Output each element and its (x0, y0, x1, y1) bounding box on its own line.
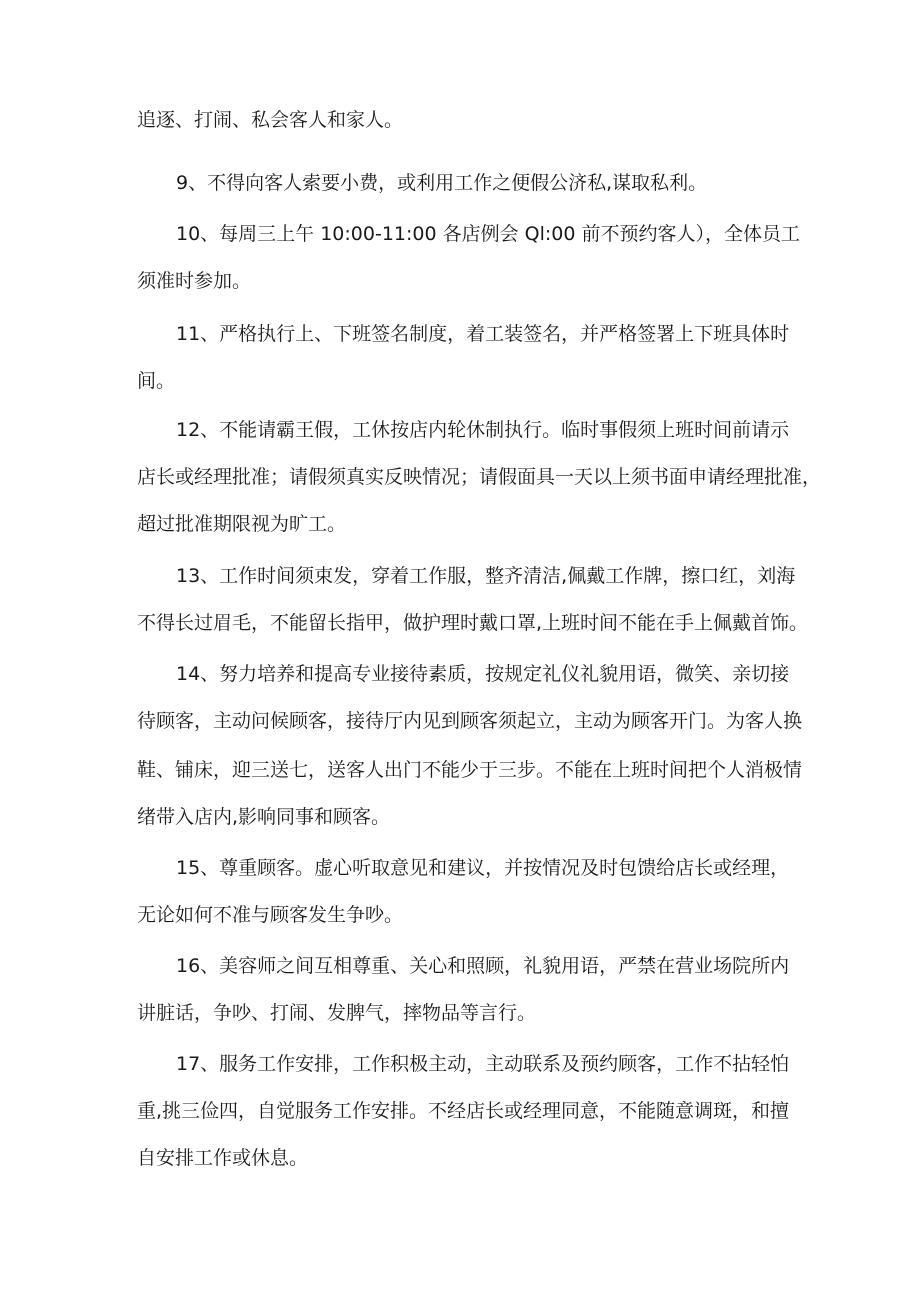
text-line: 自安排工作或休息。 (137, 1147, 309, 1169)
text-line: 16、美容师之间互相尊重、关心和照顾，礼貌用语，严禁在营业场院所内 (176, 955, 790, 977)
text-line: 绪带入店内,影响同事和顾客。 (137, 806, 391, 828)
text-line: 讲脏话，争吵、打闹、发脾气，摔物品等言行。 (137, 1002, 537, 1024)
text-line: 超过批准期限视为旷工。 (137, 513, 347, 535)
text-line: 9、不得向客人索要小费，或利用工作之便假公济私,谋取私利。 (176, 172, 708, 194)
text-line: 15、尊重顾客。虚心听取意见和建议，并按情况及时包馈给店长或经理， (176, 857, 790, 879)
text-line: 13、工作时间须束发，穿着工作服，整齐清洁,佩戴工作牌，擦口红，刘海 (176, 565, 796, 587)
text-line: 14、努力培养和提高专业接待素质，按规定礼仪礼貌用语，微笑、亲切接 (176, 663, 790, 685)
text-line: 须准时参加。 (137, 270, 252, 292)
text-line: 待顾客，主动问候顾客，接待厅内见到顾客须起立，主动为顾客开门。为客人换 (137, 710, 803, 732)
text-line: 12、不能请霸王假，工休按店内轮休制执行。临时事假须上班时间前请示 (176, 419, 790, 441)
text-line: 17、服务工作安排，工作积极主动，主动联系及预约顾客，工作不拈轻怕 (176, 1053, 790, 1075)
text-line: 无论如何不准与顾客发生争吵。 (137, 904, 404, 926)
text-line: 追逐、打闹、私会客人和家人。 (137, 109, 404, 131)
text-line: 间。 (137, 370, 176, 392)
text-line: 鞋、铺床，迎三送七，送客人出门不能少于三步。不能在上班时间把个人消极情 (137, 759, 803, 781)
text-line: 不得长过眉毛，不能留长指甲，做护理时戴口罩,上班时间不能在手上佩戴首饰。 (137, 612, 809, 634)
text-line: 10、每周三上午 10:00-11:00 各店例会 Ql:00 前不预约客人），全体员工 (176, 223, 801, 245)
text-line: 重,挑三俭四，自觉服务工作安排。不经店长或经理同意，不能随意调斑，和擅 (137, 1100, 790, 1122)
text-line: 11、严格执行上、下班签名制度，着工装签名，并严格签署上下班具体时 (176, 323, 790, 345)
text-line: 店长或经理批准；请假须真实反映情况；请假面具一天以上须书面申请经理批准， (137, 466, 822, 488)
